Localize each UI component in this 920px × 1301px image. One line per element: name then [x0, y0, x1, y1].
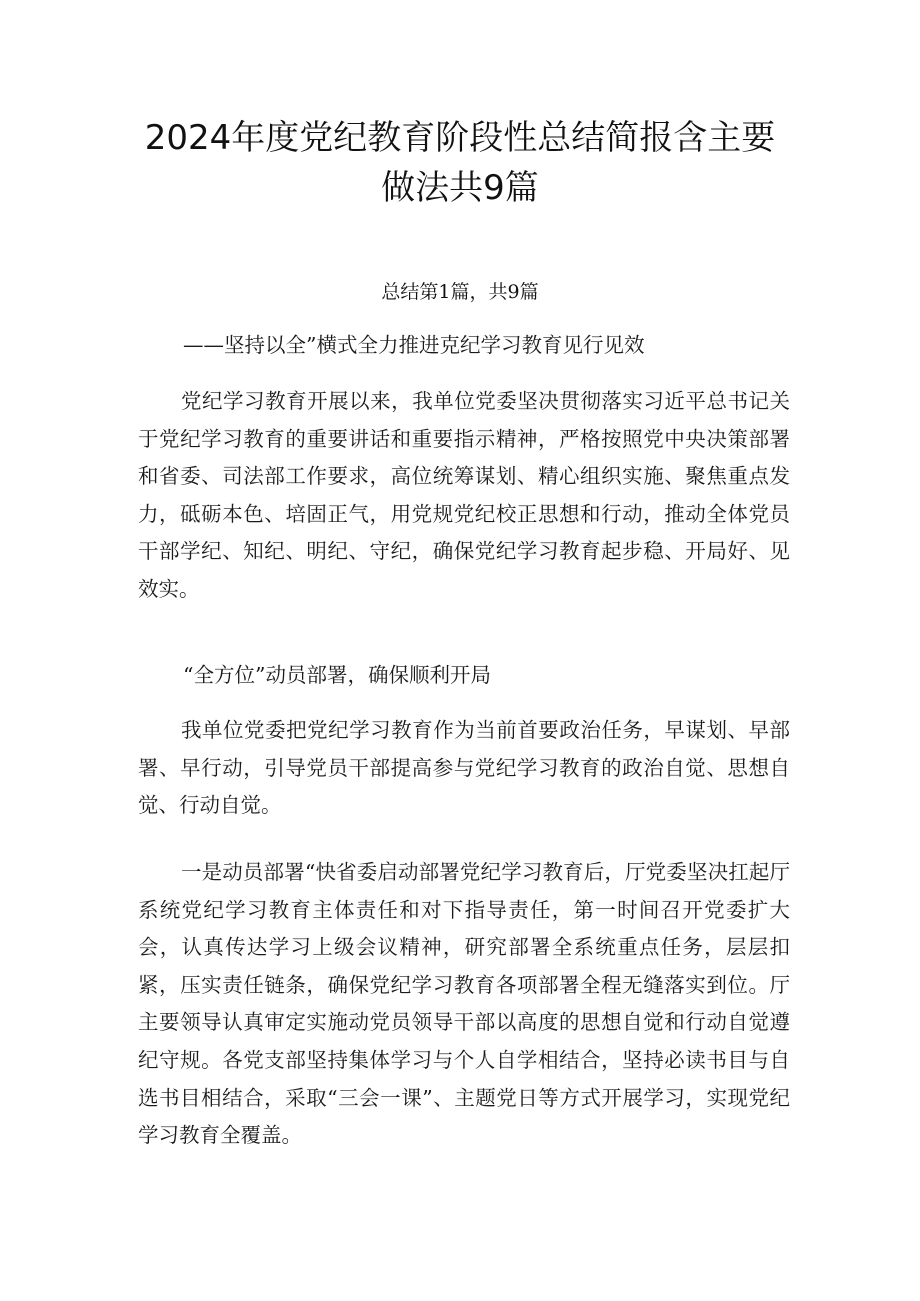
section-heading: “全方位”动员部署，确保顺利开局	[183, 663, 491, 687]
body-paragraph-1: 党纪学习教育开展以来，我单位党委坚决贯彻落实习近平总书记关于党纪学习教育的重要讲话和重要指示精神，严格按照党中央决策部署和省委、司法部工作要求，高位统筹谋划、精心组织实施、聚焦重点发力，砥砺本色、培固正气，用党规党纪校正思想和行动，推动全体党员干部学纪、知纪、明纪、守纪，确保党纪学习教育起步稳、开局好、见效实。	[138, 389, 790, 601]
document-title	[100, 113, 820, 213]
body-paragraph-3: 一是动员部署“快省委启动部署党纪学习教育后，厅党委坚决扛起厅系统党纪学习教育主体责任和对下指导责任，第一时间召开党委扩大会，认真传达学习上级会议精神，研究部署全系统重点任务，层层扣紧，压实责任链条，确保党纪学习教育各项部署全程无缝落实到位。厅主要领导认真审定实施动党员领导干部以高度的思想自觉和行动自觉遵纪守规。各党支部坚持集体学习与个人自学相结合，坚持必读书目与自选书目相结合，采取“三会一课”、主题党日等方式开展学习，实现党纪学习教育全覆盖。	[138, 860, 790, 1148]
body-paragraph-2: 我单位党委把党纪学习教育作为当前首要政治任务，早谋划、早部署、早行动，引导党员干部提高参与党纪学习教育的政治自觉、思想自觉、行动自觉。	[138, 718, 790, 818]
title-line-2: 做法共9篇	[381, 168, 539, 208]
article-tagline: ——坚持以全”横式全力推进克纪学习教育见行见效	[183, 333, 645, 357]
article-subhead: 总结第1篇，共9篇	[381, 281, 539, 303]
title-line-1: 2024年度党纪教育阶段性总结简报含主要	[144, 118, 776, 158]
